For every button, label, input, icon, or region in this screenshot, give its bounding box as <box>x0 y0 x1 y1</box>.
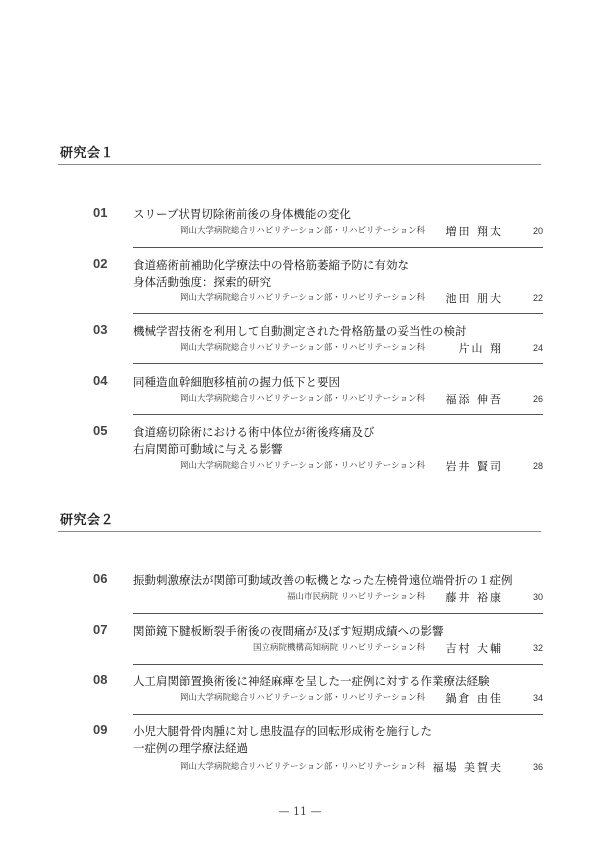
entry-title-line: 機械学習技術を利用して自動測定された骨格筋量の妥当性の検討 <box>133 324 467 338</box>
entry-affiliation: 岡山大学病院総合リハビリテーション部・リハビリテーション科 <box>180 461 425 471</box>
entry-title-line: 振動刺激療法が関節可動域改善の転機となった左橈骨遠位端骨折の１症例 <box>133 573 513 587</box>
entry-number: 05 <box>93 423 108 438</box>
entry-title-line: 食道癌術前補助化学療法中の骨格筋萎縮予防に有効な <box>133 258 409 272</box>
entry-author: 岩井 賢司 <box>445 460 503 473</box>
entry-title-line: スリーブ状胃切除術前後の身体機能の変化 <box>133 207 351 221</box>
entry-page-number: 20 <box>532 226 543 236</box>
entry-page-number: 30 <box>532 592 543 602</box>
entry-meta <box>93 291 543 306</box>
entry-title-line: 一症例の理学療法経過 <box>133 741 248 755</box>
entry-divider <box>133 247 543 248</box>
entry-title-line: 小児大腿骨骨肉腫に対し患肢温存的回転形成術を施行した <box>133 724 432 738</box>
entry-author: 片山 翔 <box>458 342 503 355</box>
entry-meta <box>93 641 543 656</box>
entry-affiliation: 岡山大学病院総合リハビリテーション部・リハビリテーション科 <box>180 693 425 703</box>
entry-meta <box>93 760 543 775</box>
entry-number: 02 <box>93 256 108 271</box>
entry-meta <box>93 392 543 407</box>
section-title: 研究会１ <box>60 145 115 160</box>
entry-number: 03 <box>93 322 108 337</box>
entry-divider <box>133 414 543 415</box>
entry-page-number: 28 <box>532 461 543 471</box>
entry-affiliation: 福山市民病院 リハビリテーション科 <box>287 592 425 602</box>
entry-affiliation: 岡山大学病院総合リハビリテーション部・リハビリテーション科 <box>180 394 425 404</box>
entry-divider <box>133 664 543 665</box>
entry-meta <box>93 224 543 239</box>
entry-title-line: 身体活動強度：探索的研究 <box>133 275 271 289</box>
entry-meta <box>93 341 543 356</box>
entry-affiliation: 岡山大学病院総合リハビリテーション部・リハビリテーション科 <box>180 343 425 353</box>
entry-page-number: 32 <box>532 643 543 653</box>
entry-number: 01 <box>93 205 108 220</box>
entry-divider <box>133 613 543 614</box>
entry-page-number: 36 <box>532 762 543 772</box>
section-header-2 <box>58 512 541 532</box>
entry-title-line: 人工肩関節置換術後に神経麻痺を呈した一症例に対する作業療法経験 <box>133 674 490 688</box>
entry-title-line: 関節鏡下腱板断裂手術後の夜間痛が及ぼす短期成績への影響 <box>133 624 444 638</box>
entry-meta <box>93 691 543 706</box>
entry-page-number: 26 <box>532 394 543 404</box>
page-number-footer: — 11 — <box>278 805 322 818</box>
entry-divider <box>133 714 543 715</box>
section-header-1 <box>58 145 541 165</box>
entry-page-number: 34 <box>532 693 543 703</box>
entry-title-line: 食道癌切除術における術中体位が術後疼痛及び <box>133 425 375 439</box>
entry-meta <box>93 590 543 605</box>
entry-affiliation: 岡山大学病院総合リハビリテーション部・リハビリテーション科 <box>180 226 425 236</box>
section-rule <box>58 164 541 165</box>
entry-number: 06 <box>93 571 108 586</box>
entry-number: 08 <box>93 672 108 687</box>
entry-title-line: 同種造血幹細胞移植前の握力低下と要因 <box>133 375 340 389</box>
entry-author: 鍋倉 由佳 <box>445 692 503 705</box>
entry-author: 吉村 大輔 <box>445 642 503 655</box>
entry-author: 増田 翔太 <box>445 225 503 238</box>
section-title: 研究会２ <box>60 512 115 527</box>
entry-author: 池田 朋大 <box>445 292 503 305</box>
entry-affiliation: 岡山大学病院総合リハビリテーション部・リハビリテーション科 <box>180 293 425 303</box>
entry-affiliation: 国立病院機構高知病院 リハビリテーション科 <box>253 643 425 653</box>
entry-author: 福添 伸吾 <box>445 393 503 406</box>
entry-page-number: 24 <box>532 343 543 353</box>
entry-number: 04 <box>93 373 108 388</box>
entry-number: 07 <box>93 622 108 637</box>
entry-number: 09 <box>93 722 108 737</box>
entry-affiliation: 岡山大学病院総合リハビリテーション部・リハビリテーション科 <box>180 762 425 772</box>
entry-author: 藤井 裕康 <box>445 591 503 604</box>
entry-meta <box>93 459 543 474</box>
entry-divider <box>133 363 543 364</box>
entry-page-number: 22 <box>532 293 543 303</box>
section-rule <box>58 531 541 532</box>
entry-title-line: 右肩関節可動域に与える影響 <box>133 442 283 456</box>
entry-divider <box>133 313 543 314</box>
entry-author: 福場 美賀夫 <box>432 761 503 774</box>
